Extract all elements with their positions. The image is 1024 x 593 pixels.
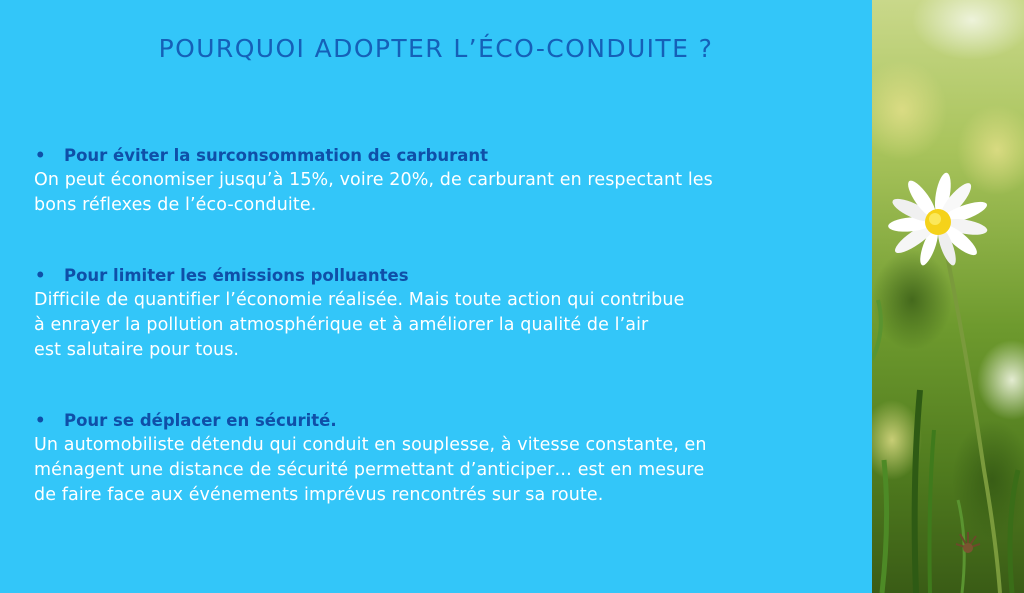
section-heading-text: Pour limiter les émissions polluantes [64, 266, 409, 285]
section-body: Un automobiliste détendu qui conduit en souplesse, à vitesse constante, en ménagent une distance de sécurité permettant d’anticiper… est en mesure de faire face aux événements imprévus rencontrés sur sa route. [34, 435, 707, 505]
bullet-icon: • [35, 411, 46, 430]
section-heading [34, 409, 854, 433]
section-emissions [34, 264, 854, 363]
slide-title: POURQUOI ADOPTER L’ÉCO-CONDUITE ? [158, 34, 714, 63]
daisy-illustration [872, 0, 1024, 593]
section-fuel [34, 144, 854, 218]
section-heading-text: Pour se déplacer en sécurité. [64, 411, 337, 430]
bullet-icon: • [35, 266, 46, 285]
section-heading-text: Pour éviter la surconsommation de carburant [64, 146, 489, 165]
section-body: Difficile de quantifier l’économie réalisée. Mais toute action qui contribue à enrayer la pollution atmosphérique et à améliorer la qualité de l’air est salutaire pour tous. [34, 290, 685, 360]
section-heading [34, 264, 854, 288]
section-body: On peut économiser jusqu’à 15%, voire 20%, de carburant en respectant les bons réflexes de l’éco-conduite. [34, 170, 713, 215]
section-heading [34, 144, 854, 168]
bullet-icon: • [35, 146, 46, 165]
section-safety [34, 409, 854, 508]
daisy-photo [872, 0, 1024, 593]
